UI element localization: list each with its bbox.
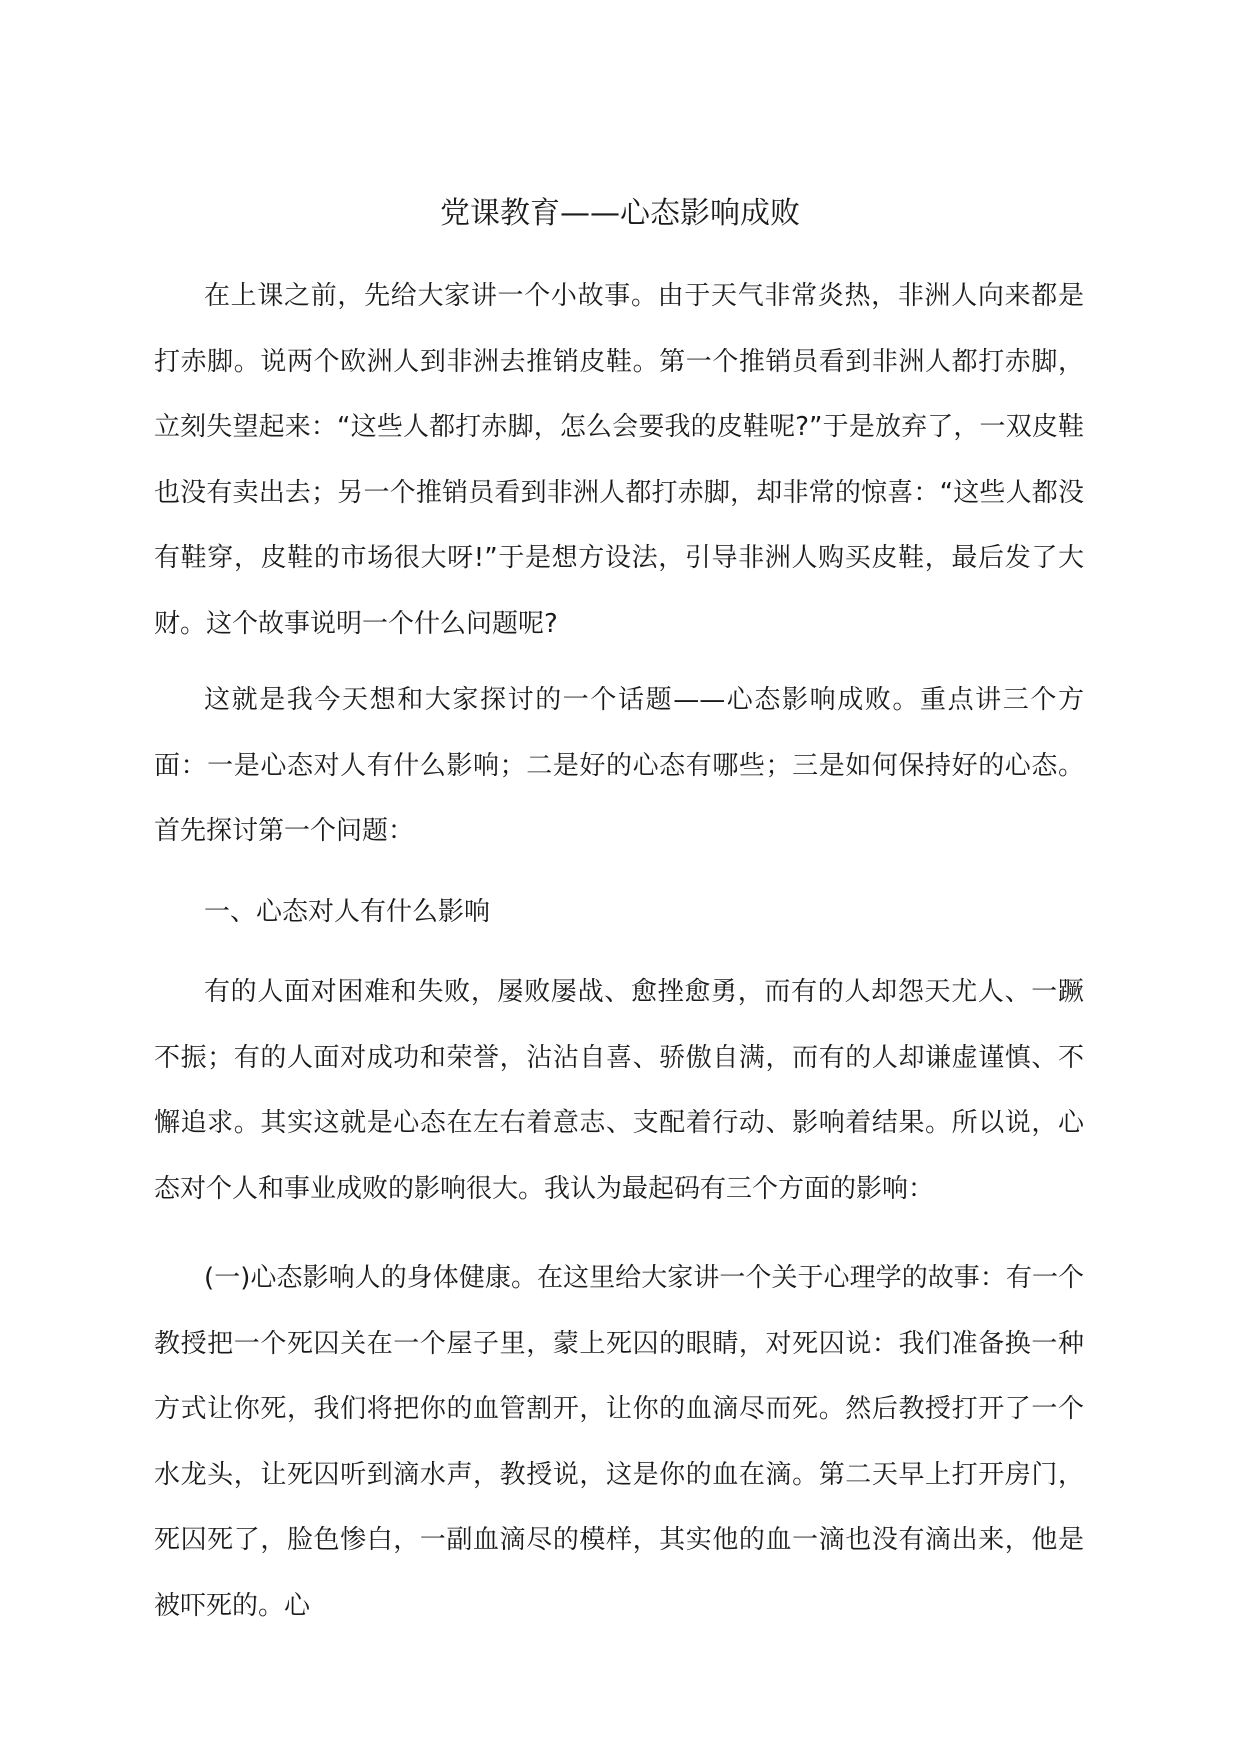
document-title: 党课教育——心态影响成败 [440,196,800,231]
paragraph-story-intro: 在上课之前，先给大家讲一个小故事。由于天气非常炎热，非洲人向来都是打赤脚。说两个欧洲人到非洲去推销皮鞋。第一个推销员看到非洲人都打赤脚，立刻失望起来：“这些人都打赤脚，怎么会要我的皮鞋呢?”于是放弃了，一双皮鞋也没有卖出去；另一个推销员看到非洲人都打赤脚，却非常的惊喜：“这些人都没有鞋穿，皮鞋的市场很大呀!”于是想方设法，引导非洲人购买皮鞋，最后发了大财。这个故事说明一个什么问题呢? [154,281,1084,639]
paragraph-health-story: (一)心态影响人的身体健康。在这里给大家讲一个关于心理学的故事：有一个教授把一个死囚关在一个屋子里，蒙上死囚的眼睛，对死囚说：我们准备换一种方式让你死，我们将把你的血管割开，让你的血滴尽而死。然后教授打开了一个水龙头，让死囚听到滴水声，教授说，这是你的血在滴。第二天早上打开房门，死囚死了，脸色惨白，一副血滴尽的模样，其实他的血一滴也没有滴出来，他是被吓死的。心 [154,1263,1084,1621]
section-heading-1: 一、心态对人有什么影响 [204,897,491,927]
paragraph-topic-intro: 这就是我今天想和大家探讨的一个话题——心态影响成败。重点讲三个方面：一是心态对人有什么影响；二是好的心态有哪些；三是如何保持好的心态。首先探讨第一个问题： [154,685,1084,846]
paragraph-mindset-effects: 有的人面对困难和失败，屡败屡战、愈挫愈勇，而有的人却怨天尤人、一蹶不振；有的人面对成功和荣誉，沾沾自喜、骄傲自满，而有的人却谦虚谨慎、不懈追求。其实这就是心态在左右着意志、支配着行动、影响着结果。所以说，心态对个人和事业成败的影响很大。我认为最起码有三个方面的影响： [154,977,1084,1204]
